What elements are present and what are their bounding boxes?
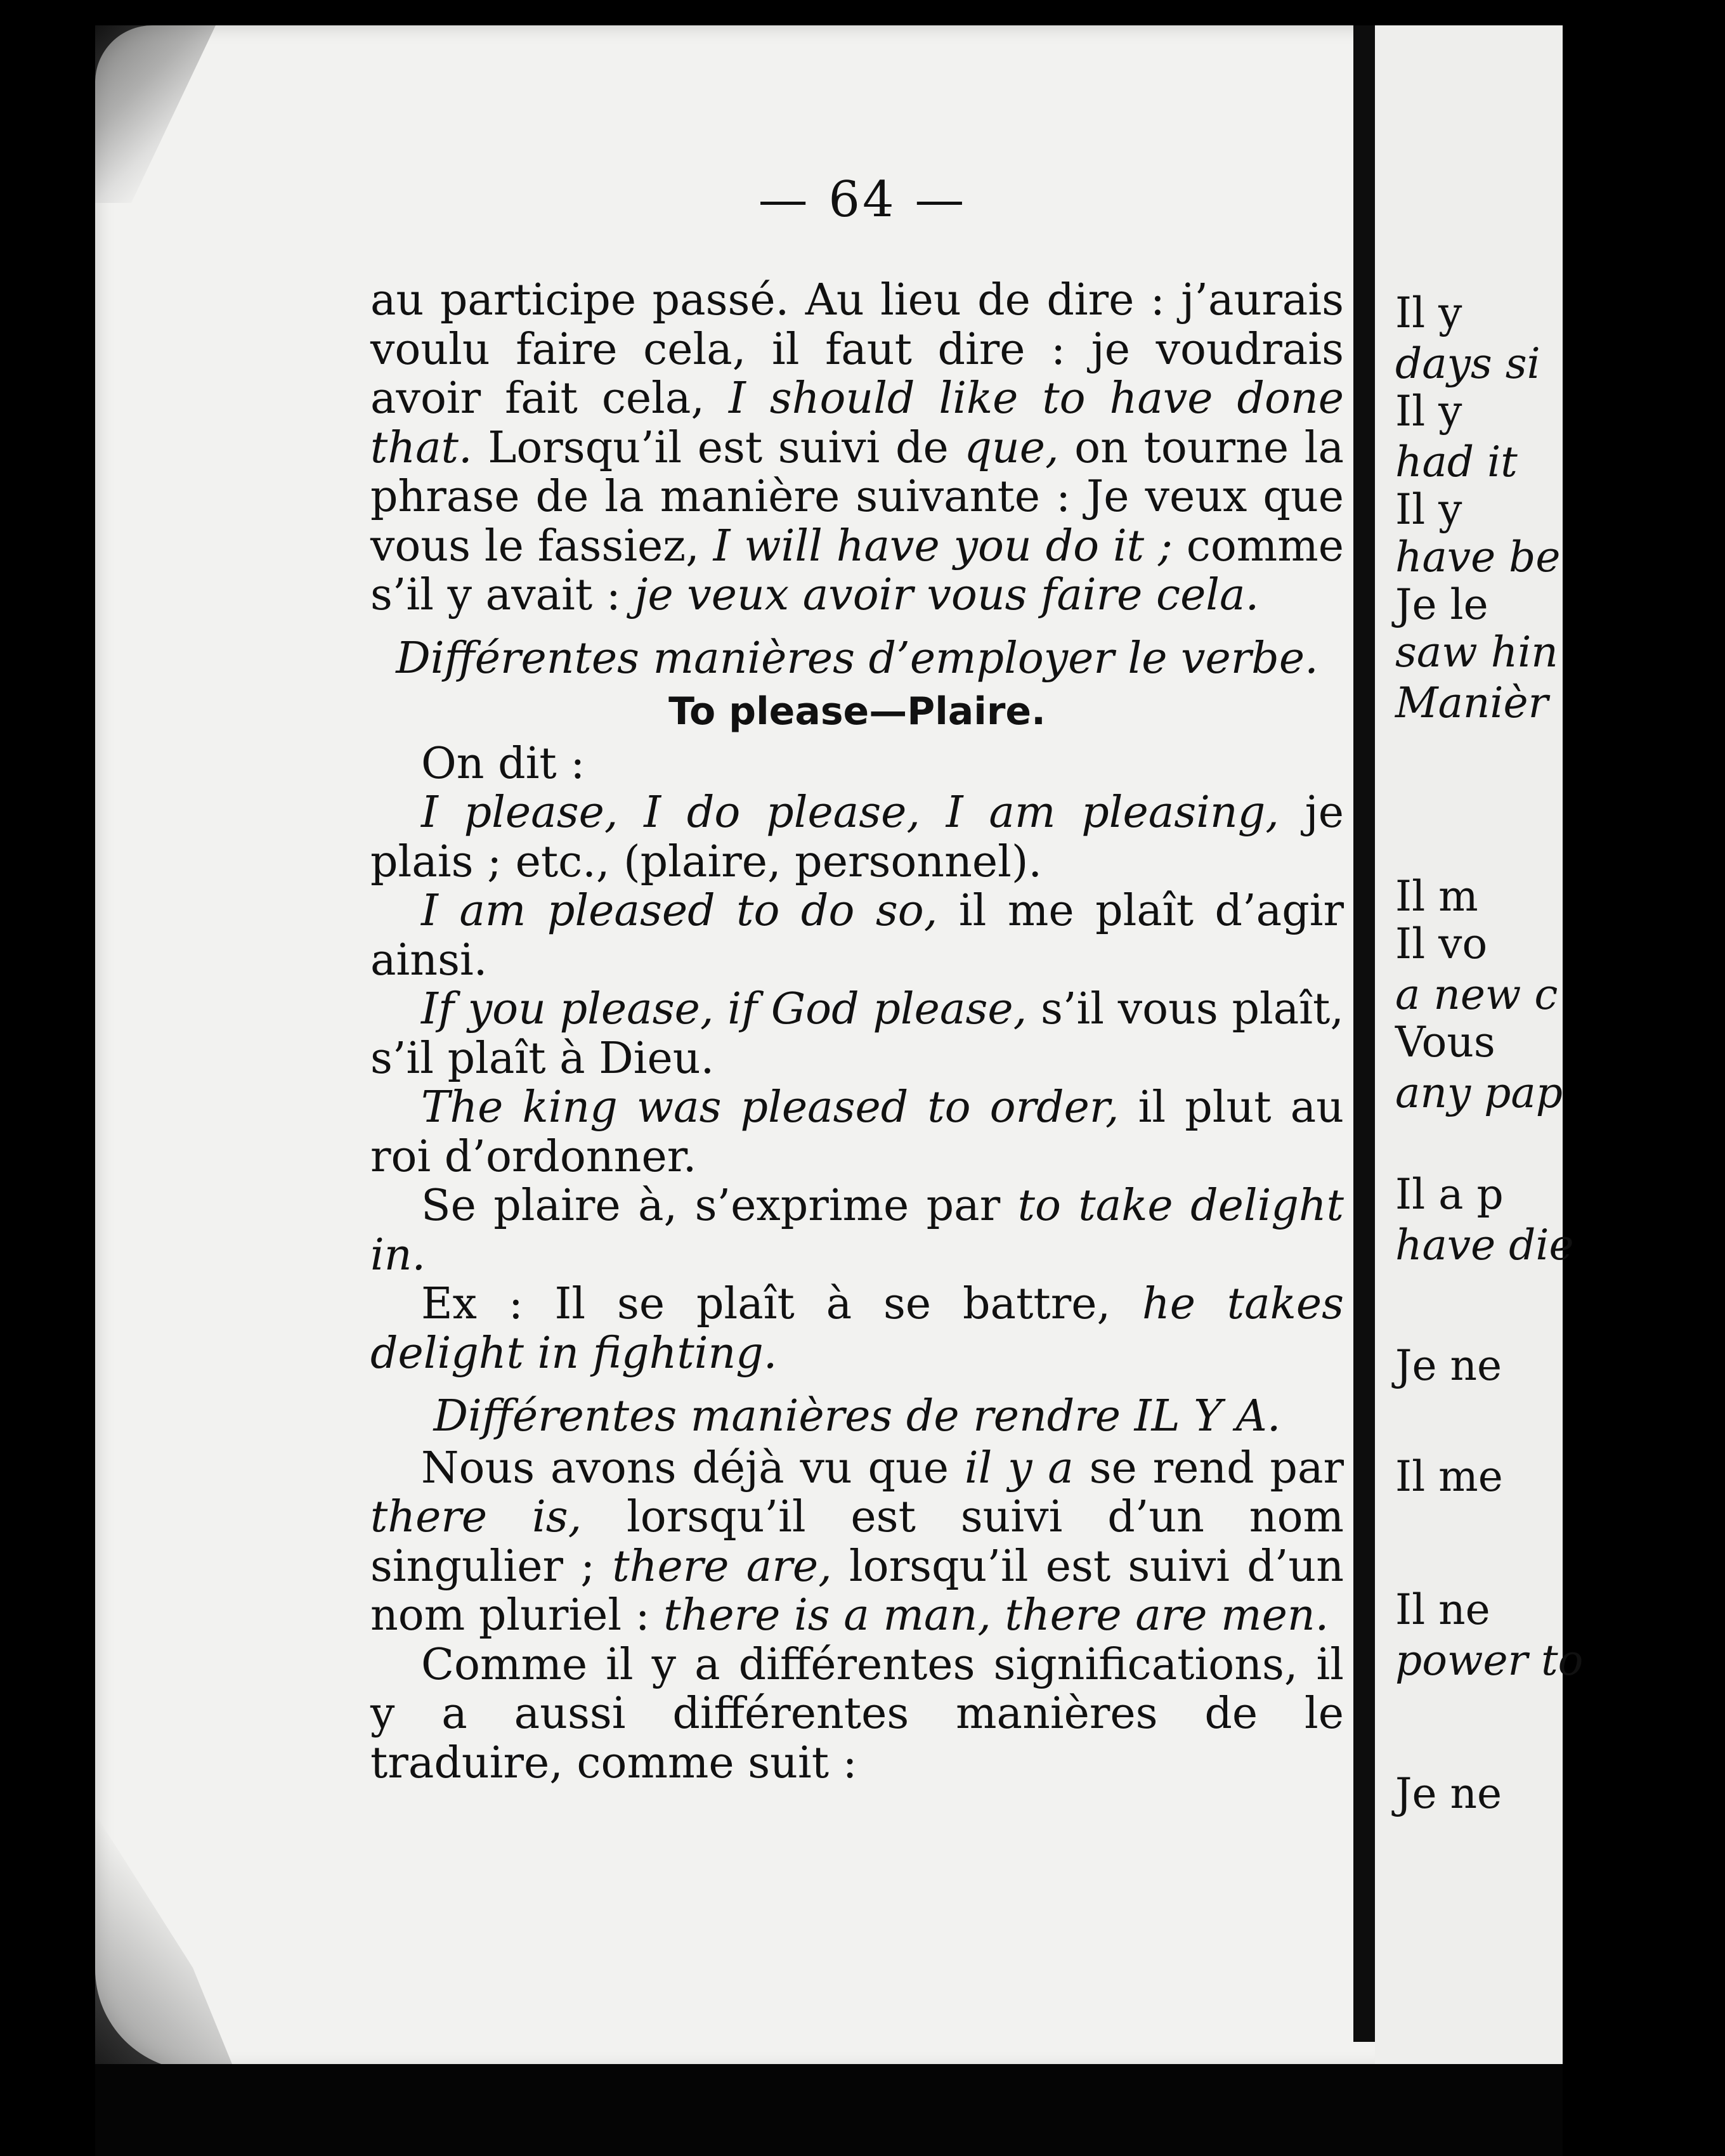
section-heading: Différentes manières d’employer le verbe.	[396, 633, 1318, 684]
right-page-line: Je ne	[1395, 1341, 1502, 1390]
scan-border	[95, 2064, 1563, 2156]
example-paragraph: Ex : Il se plaît à se battre, he takes delight in fighting.	[370, 1279, 1344, 1379]
right-page-line: Il y	[1395, 387, 1462, 436]
right-page-line: Vous	[1395, 1018, 1495, 1067]
body-paragraph: Nous avons déjà vu que il y a se rend par there is, lorsqu’il est suivi d’un nom singulier ; there are, lorsqu’il est suivi d’un nom pluriel : there is a man, there are men.	[370, 1443, 1344, 1640]
intro-paragraph: au participe passé. Au lieu de dire : j’aurais voulu faire cela, il faut dire : je voudrais avoir fait cela, I should like to have done that. Lorsqu’il est suivi de que, on tourne la phrase de la manière suivante : Je veux que vous le fassiez, I will have you do it ; comme s’il y avait : je veux avoir vous faire cela.	[370, 275, 1344, 620]
right-page-line: a new c	[1395, 970, 1558, 1019]
right-page-line: saw hin	[1395, 628, 1558, 677]
subsection-heading: To please—Plaire.	[668, 689, 1046, 734]
right-page-line: Il m	[1395, 872, 1478, 921]
right-page-line: have die	[1395, 1221, 1574, 1270]
right-page-line: had it	[1395, 438, 1518, 486]
right-page-line: Je ne	[1395, 1769, 1502, 1818]
section-heading: Différentes manières de rendre IL Y A.	[433, 1391, 1281, 1441]
right-page-line: any pap	[1395, 1068, 1563, 1117]
main-text	[370, 276, 1344, 1788]
example-paragraph: The king was pleased to order, il plut au roi d’ordonner.	[370, 1082, 1344, 1182]
right-page-line: Il ne	[1395, 1585, 1490, 1634]
right-page-line: Il a p	[1395, 1170, 1504, 1219]
right-page-line: Il me	[1395, 1452, 1503, 1501]
book-gutter	[1353, 25, 1375, 2042]
on-dit-line: On dit :	[421, 738, 585, 789]
page-number: — 64 —	[758, 171, 967, 228]
right-page-line: days si	[1395, 339, 1540, 388]
right-page-line: power to	[1395, 1636, 1584, 1685]
right-page-line: Il y	[1395, 485, 1462, 534]
example-paragraph: I am pleased to do so, il me plaît d’agir ainsi.	[370, 886, 1344, 985]
right-page-line: Je le	[1395, 580, 1488, 629]
right-page-line: Il y	[1395, 289, 1462, 337]
example-paragraph: I please, I do please, I am pleasing, je plais ; etc., (plaire, personnel).	[370, 788, 1344, 887]
example-paragraph: Se plaire à, s’exprime par to take delight in.	[370, 1181, 1344, 1280]
right-page-line: Manièr	[1395, 679, 1549, 727]
right-page-line: Il vo	[1395, 919, 1488, 968]
body-paragraph: Comme il y a différentes significations, il y a aussi différentes manières de le traduire, comme suit :	[370, 1639, 1344, 1788]
example-paragraph: If you please, if God please, s’il vous plaît, s’il plaît à Dieu.	[370, 984, 1344, 1084]
right-page-line: have be	[1395, 533, 1561, 581]
